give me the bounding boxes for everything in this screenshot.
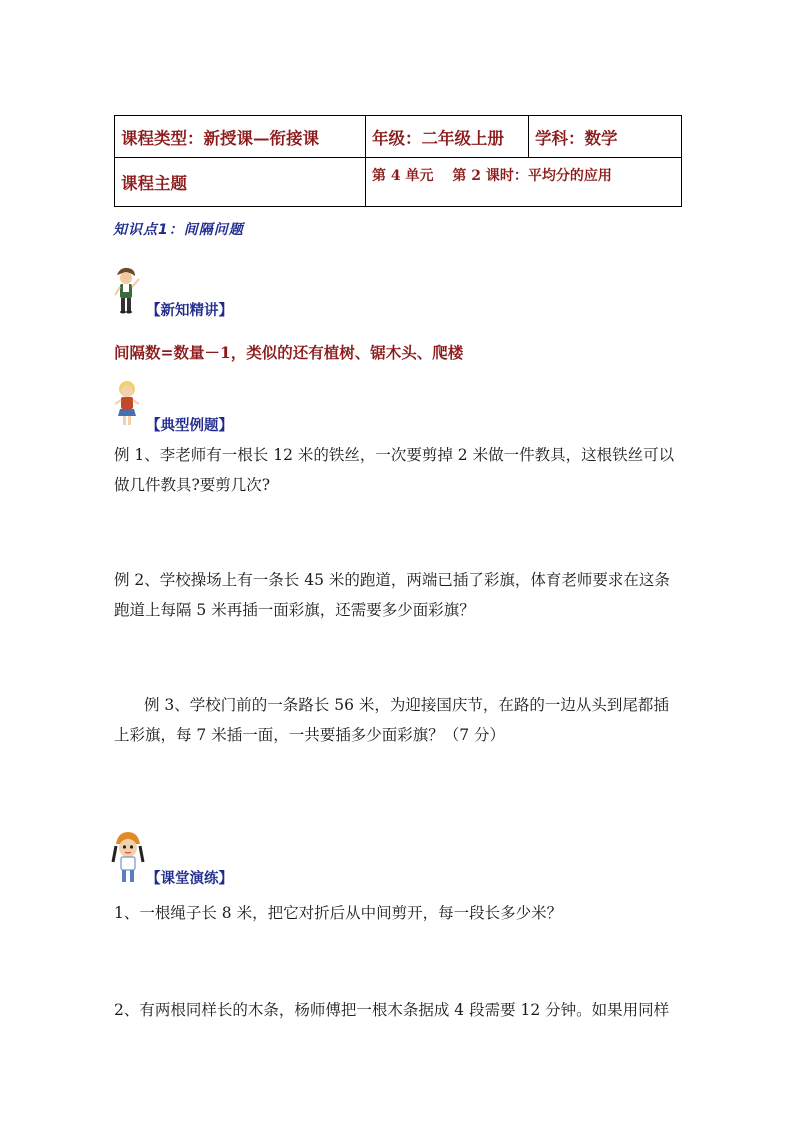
example-2: 例 2、学校操场上有一条长 45 米的跑道，两端已插了彩旗，体育老师要求在这条 跑道上每隔 5 米再插一面彩旗，还需要多少面彩旗？ xyxy=(114,571,670,619)
section-examples: 【典型例题】 xyxy=(146,418,233,434)
course-info-table xyxy=(114,115,682,207)
section-practice: 【课堂演练】 xyxy=(146,871,233,887)
topic-value-cell: 第 4 单元 第 2 课时：平均分的应用 xyxy=(366,158,682,207)
child-mascot-icon xyxy=(110,830,146,886)
rule-text: 间隔数=数量－1，类似的还有植树、锯木头、爬楼 xyxy=(114,343,464,362)
grade-cell: 年级：二年级上册 xyxy=(366,116,529,158)
section-new-knowledge: 【新知精讲】 xyxy=(146,303,233,319)
example-1: 例 1、李老师有一根长 12 米的铁丝，一次要剪掉 2 米做一件教具，这根铁丝可以 做几件教具?要剪几次? xyxy=(114,446,675,494)
practice-1: 1、一根绳子长 8 米，把它对折后从中间剪开，每一段长多少米？ xyxy=(114,904,563,922)
subject-cell: 学科：数学 xyxy=(529,116,682,158)
example-3: 例 3、学校门前的一条路长 56 米，为迎接国庆节，在路的一边从头到尾都插 上彩旗，每 7 米插一面，一共要插多少面彩旗？（7 分） xyxy=(114,696,669,744)
teacher-mascot-icon xyxy=(110,265,142,315)
girl-mascot-icon xyxy=(112,378,142,428)
topic-label-cell: 课程主题 xyxy=(115,158,366,207)
practice-2: 2、有两根同样长的木条，杨师傅把一根木条据成 4 段需要 12 分钟。如果用同样 xyxy=(114,1001,670,1019)
knowledge-point-title: 知识点1：间隔问题 xyxy=(113,222,244,238)
course-type-cell: 课程类型：新授课—衔接课 xyxy=(115,116,366,158)
